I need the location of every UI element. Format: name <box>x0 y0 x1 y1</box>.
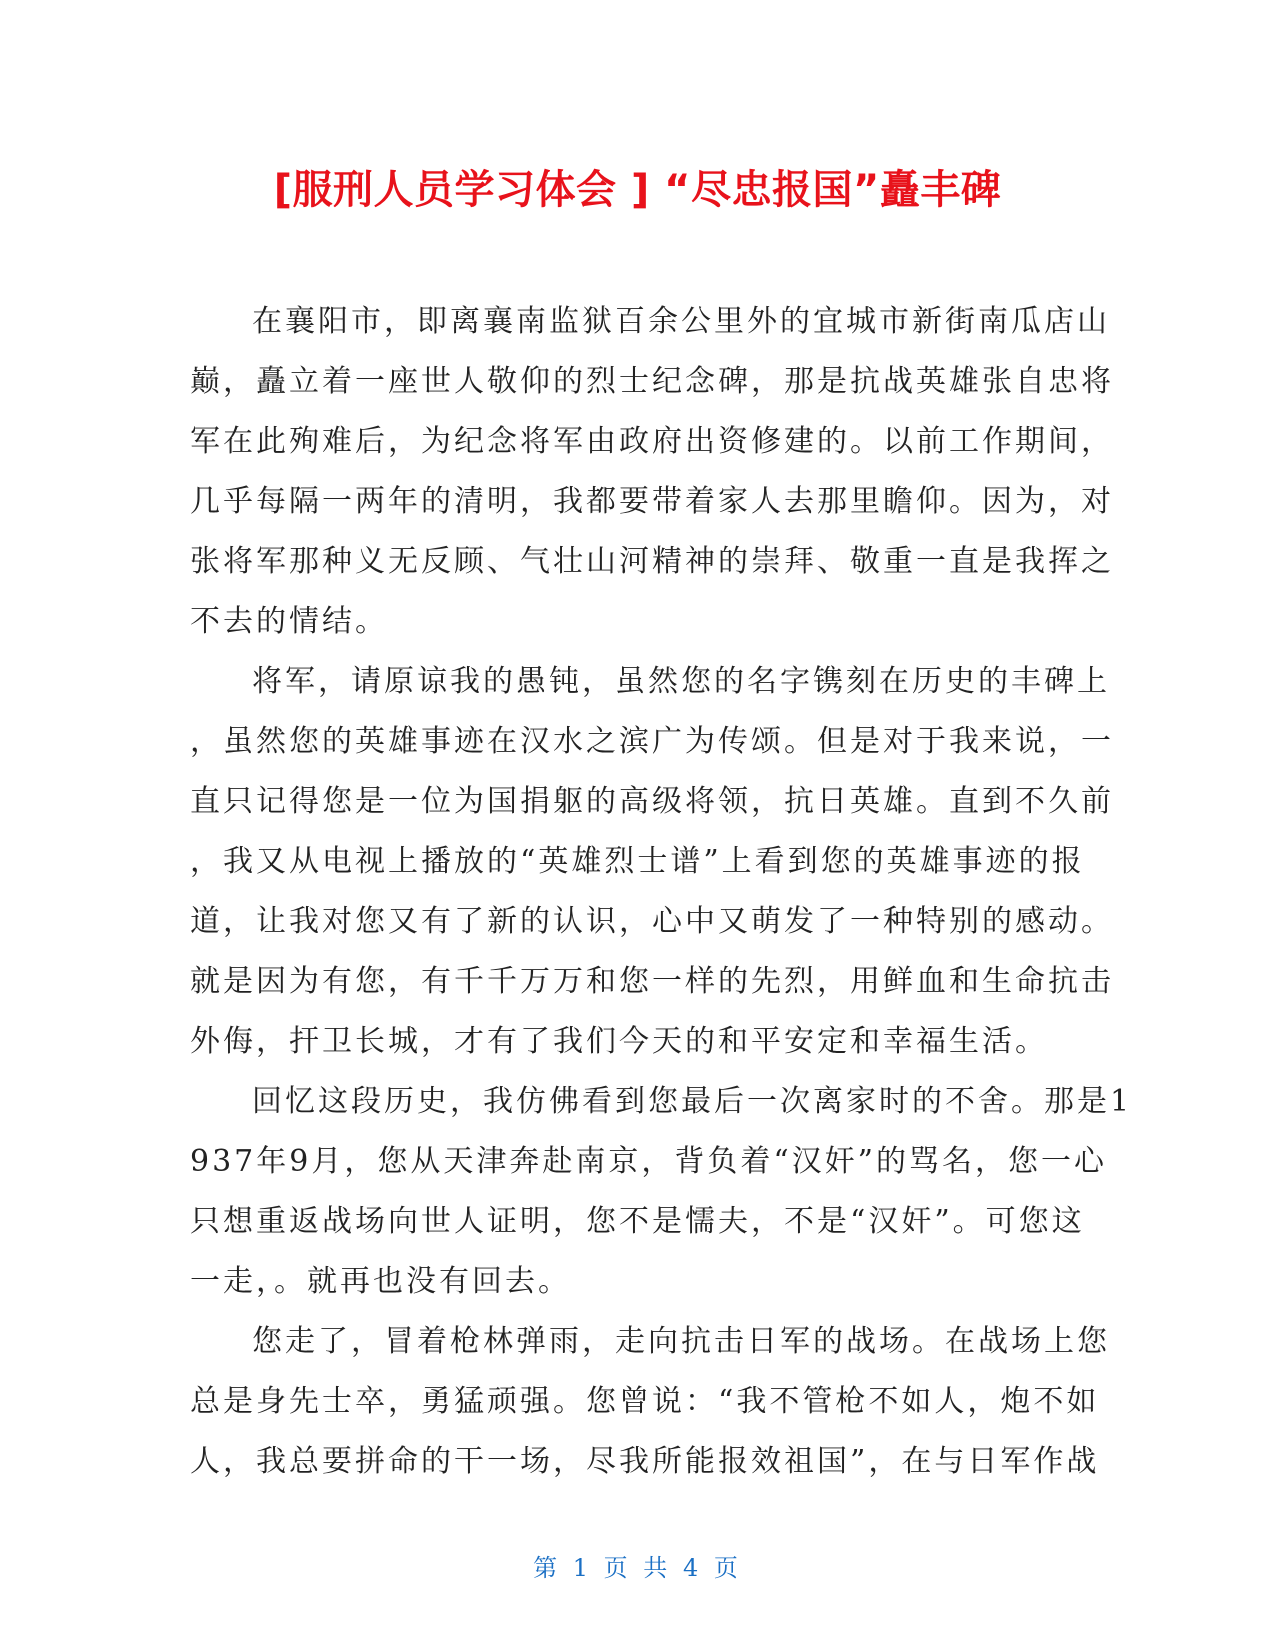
body-line: ，虽然您的英雄事迹在汉水之滨广为传颂。但是对于我来说，一 <box>190 724 1114 759</box>
page-number-footer: 第 1 页 共 4 页 <box>533 1554 742 1582</box>
body-line: 张将军那种义无反顾、气壮山河精神的崇拜、敬重一直是我挥之 <box>190 544 1114 579</box>
body-line: 就是因为有您，有千千万万和您一样的先烈，用鲜血和生命抗击 <box>190 964 1114 999</box>
body-line: 总是身先士卒，勇猛顽强。您曾说：“我不管枪不如人，炮不如 <box>190 1384 1100 1419</box>
body-line: ，我又从电视上播放的“英雄烈士谱”上看到您的英雄事迹的报 <box>190 844 1085 879</box>
body-line: 外侮，扞卫长城，才有了我们今天的和平安定和幸福生活。 <box>190 1024 1048 1059</box>
body-line: 您走了，冒着枪林弹雨，走向抗击日军的战场。在战场上您 <box>252 1324 1110 1359</box>
body-line: 只想重返战场向世人证明，您不是懦夫，不是“汉奸”。可您这 <box>190 1204 1085 1239</box>
document-title: [服刑人员学习体会 ] “尽忠报国”矗丰碑 <box>273 167 1002 213</box>
document-body <box>190 292 1133 1492</box>
body-line: 不去的情结。 <box>190 604 388 639</box>
body-line: 937年9月，您从天津奔赴南京，背负着“汉奸”的骂名，您一心 <box>190 1144 1108 1179</box>
body-line: 几乎每隔一两年的清明，我都要带着家人去那里瞻仰。因为，对 <box>190 484 1114 519</box>
body-line: 回忆这段历史，我仿佛看到您最后一次离家时的不舍。那是1 <box>252 1084 1133 1119</box>
body-line: 道，让我对您又有了新的认识，心中又萌发了一种特别的感动。 <box>190 904 1114 939</box>
body-line: 人，我总要拼命的干一场，尽我所能报效祖国”，在与日军作战 <box>190 1444 1100 1479</box>
body-line: 军在此殉难后，为纪念将军由政府出资修建的。以前工作期间， <box>190 424 1114 459</box>
body-line: 直只记得您是一位为国捐躯的高级将领，抗日英雄。直到不久前 <box>190 784 1114 819</box>
body-line: 巅，矗立着一座世人敬仰的烈士纪念碑，那是抗战英雄张自忠将 <box>190 364 1114 399</box>
body-line: 在襄阳市，即离襄南监狱百余公里外的宜城市新街南瓜店山 <box>252 304 1110 339</box>
body-line: 一走，。就再也没有回去。 <box>190 1264 571 1299</box>
body-line: 将军，请原谅我的愚钝，虽然您的名字镌刻在历史的丰碑上 <box>252 664 1110 699</box>
